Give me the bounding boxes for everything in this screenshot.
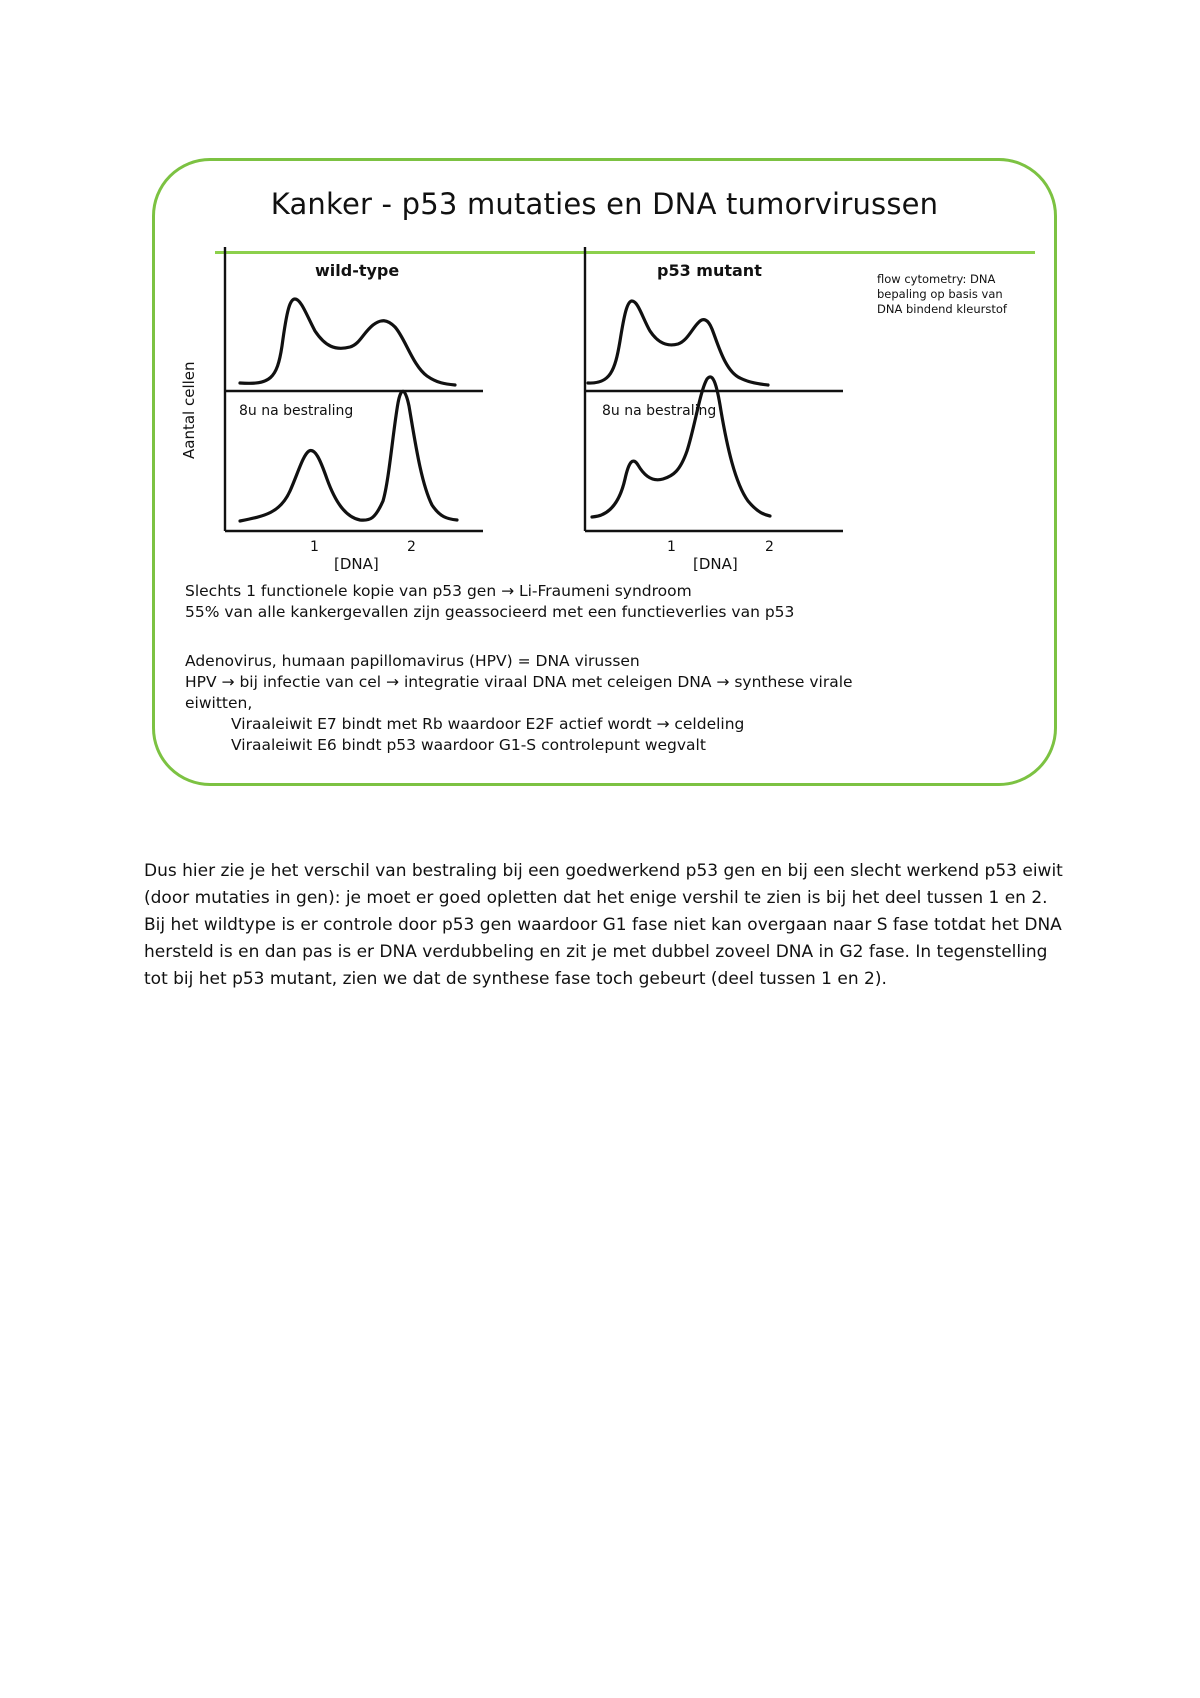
- p53-mutant-label: p53 mutant: [657, 261, 762, 280]
- mutant-x-label: [DNA]: [693, 555, 738, 573]
- virus-line-1: Adenovirus, humaan papillomavirus (HPV) = DNA virussen: [185, 652, 640, 670]
- wild-type-label: wild-type: [315, 261, 400, 280]
- y-axis-label: Aantal cellen: [180, 361, 198, 459]
- virus-line-2: HPV → bij infectie van cel → integratie viraal DNA met celeigen DNA → synthese virale: [185, 673, 853, 691]
- p53-line-2: 55% van alle kankergevallen zijn geassocieerd met een functieverlies van p53: [185, 603, 795, 621]
- lecture-slide-figure: [152, 158, 1057, 786]
- mutant-tick-1: 1: [667, 539, 676, 555]
- slide-title: Kanker - p53 mutaties en DNA tumorvirussen: [270, 187, 939, 221]
- p53-text-block: [185, 581, 1045, 623]
- virus-text-block: [185, 651, 1045, 756]
- mutant-irradiated-curve: [592, 377, 770, 517]
- wild-type-irradiation-label: 8u na bestraling: [239, 403, 354, 419]
- virus-line-4: Viraaleiwit E7 bindt met Rb waardoor E2F actief wordt → celdeling: [231, 715, 745, 733]
- virus-line-3: eiwitten,: [185, 694, 253, 712]
- mutant-control-curve: [588, 301, 768, 385]
- mutant-irradiation-label: 8u na bestraling: [602, 403, 717, 419]
- p53-line-1: Slechts 1 functionele kopie van p53 gen → Li-Fraumeni syndroom: [185, 582, 692, 600]
- flow-cytometry-note: flow cytometry: DNA bepaling op basis van DNA bindend kleurstof: [877, 272, 1007, 316]
- mutant-tick-2: 2: [765, 539, 774, 555]
- wild-type-tick-1: 1: [310, 539, 319, 555]
- explanation-paragraph: Dus hier zie je het verschil van bestraling bij een goedwerkend p53 gen en bij een slecht werkend p53 eiwit (door mutaties in gen): je moet er goed opletten dat het enige vershil te zien is bij het deel tussen 1 en 2. Bij het wildtype is er controle door p53 gen waardoor G1 fase niet kan overgaan naar S fase totdat het DNA hersteld is en dan pas is er DNA verdubbeling en zit je met dubbel zoveel DNA in G2 fase. In tegenstelling tot bij het p53 mutant, zien we dat de synthese fase toch gebeurt (deel tussen 1 en 2).: [144, 861, 1063, 989]
- virus-line-5: Viraaleiwit E6 bindt p53 waardoor G1-S controlepunt wegvalt: [231, 736, 706, 754]
- wild-type-tick-2: 2: [407, 539, 416, 555]
- wild-type-control-curve: [240, 299, 455, 385]
- wild-type-x-label: [DNA]: [334, 555, 379, 573]
